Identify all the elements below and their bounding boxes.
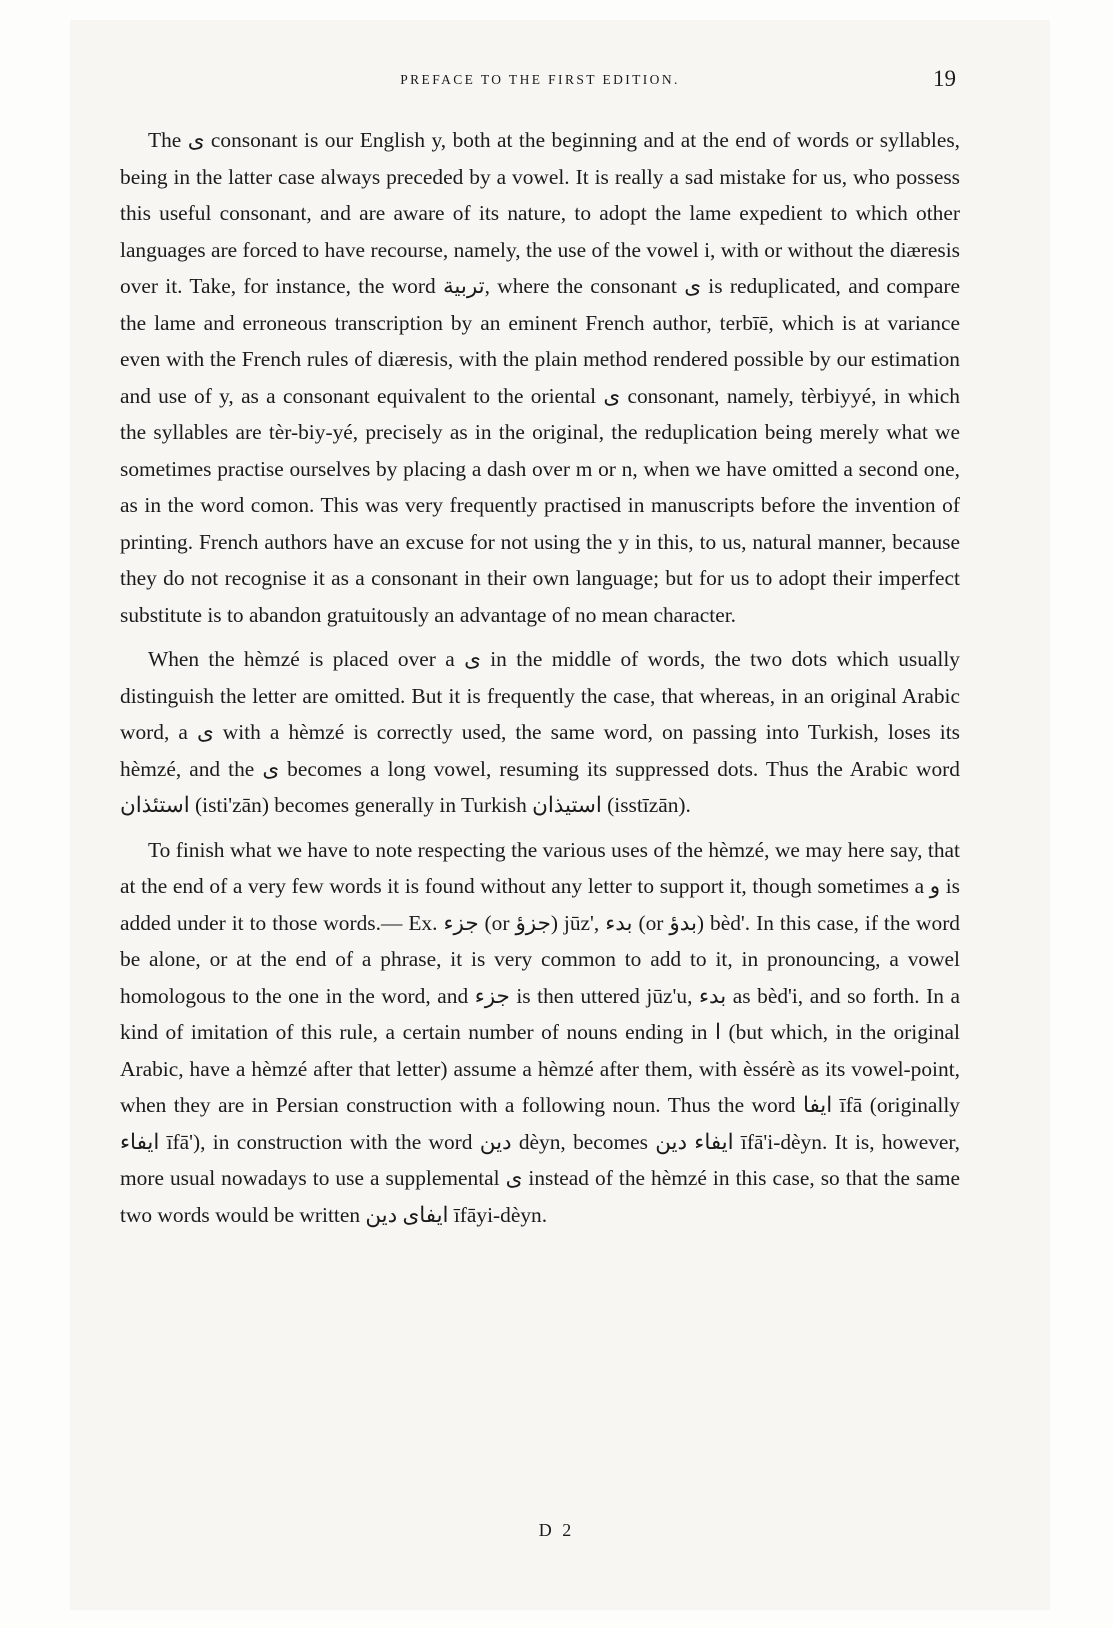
page-number: 19	[933, 66, 956, 91]
running-title: PREFACE TO THE FIRST EDITION.	[400, 72, 680, 87]
body-text	[120, 122, 960, 1241]
page-header	[120, 66, 960, 96]
paragraph: When the hèmzé is placed over a ى in the middle of words, the two dots which usually distinguish the letter are omitted. But it is frequently the case, that whereas, in an original Arabic word, a ى with a hèmzé is correctly used, the same word, on passing into Turkish, loses its hèmzé, and the ى becomes a long vowel, resuming its suppressed dots. Thus the Arabic word استئذان (isti'zān) becomes generally in Turkish استيذان (isstīzān).	[120, 647, 961, 817]
paragraph: To finish what we have to note respecting the various uses of the hèmzé, we may here say, that at the end of a very few words it is found without any letter to support it, though sometimes a و is added under it to those words.— Ex. جزء (or جزؤ) jūz', بدء (or بدؤ) bèd'. In this case, if the word be alone, or at the end of a phrase, it is very common to add to it, in pronouncing, a vowel homologous to the one in the word, and جزء is then uttered jūz'u, بدء as bèd'i, and so forth. In a kind of imitation of this rule, a certain number of nouns ending in ا (but which, in the original Arabic, have a hèmzé after that letter) assume a hèmzé after them, with èssérè as its vowel-point, when they are in Persian construction with a following noun. Thus the word ايفا īfā (originally ايفاء īfā'), in construction with the word دين dèyn, becomes ايفاء دين īfā'i-dèyn. It is, however, more usual nowadays to use a supplemental ى instead of the hèmzé in this case, so that the same two words would be written ايفاى دين īfāyi-dèyn.	[120, 837, 961, 1227]
signature-mark: D 2	[538, 1520, 575, 1540]
paragraph: The ى consonant is our English y, both at the beginning and at the end of words or syllables, being in the latter case always preceded by a vowel. It is really a sad mistake for us, who possess this useful consonant, and are aware of its nature, to adopt the lame expedient to which other languages are forced to have recourse, namely, the use of the vowel i, with or without the diæresis over it. Take, for instance, the word تربية, where the consonant ى is reduplicated, and compare the lame and erroneous transcription by an eminent French author, terbīē, which is at variance even with the French rules of diæresis, with the plain method rendered possible by our estimation and use of y, as a consonant equivalent to the oriental ى consonant, namely, tèrbiyyé, in which the syllables are tèr-biy-yé, precisely as in the original, the reduplication being merely what we sometimes practise ourselves by placing a dash over m or n, when we have omitted a second one, as in the word comon. This was very frequently practised in manuscripts before the invention of printing. French authors have an excuse for not using the y in this, to us, natural manner, because they do not recognise it as a consonant in their own language; but for us to adopt their imperfect substitute is to abandon gratuitously an advantage of no mean character.	[120, 128, 961, 627]
